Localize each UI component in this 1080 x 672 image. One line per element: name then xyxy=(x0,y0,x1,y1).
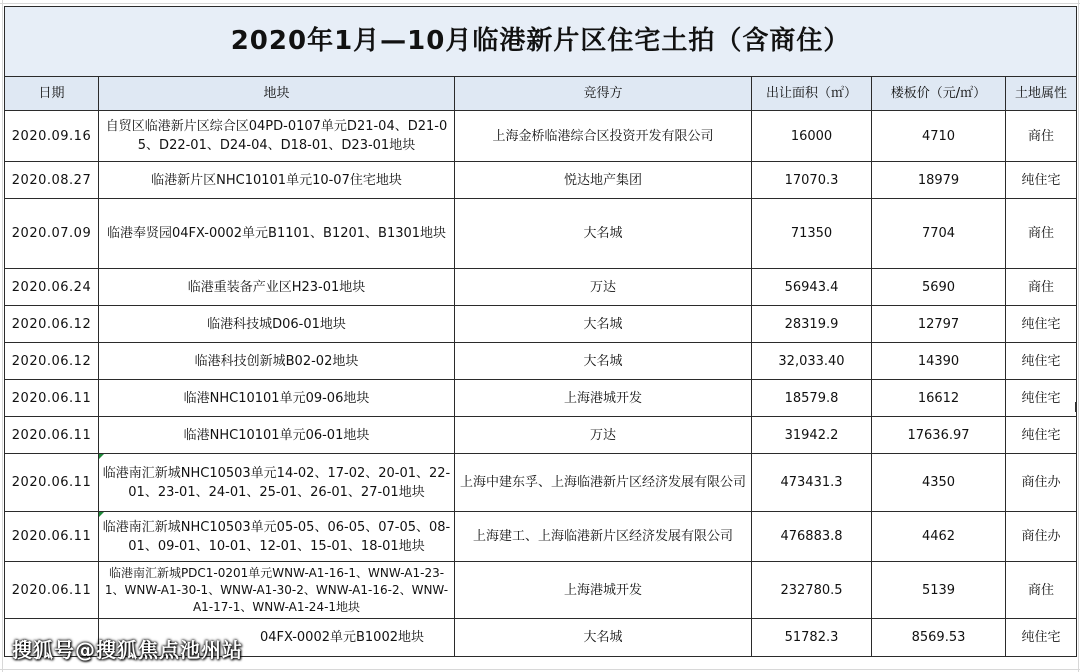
plot-cell[interactable]: 临港新片区NHC10101单元10-07住宅地块 xyxy=(99,162,455,199)
use-cell[interactable]: 商住 xyxy=(1006,269,1077,306)
table-row xyxy=(5,199,1077,269)
plot-cell[interactable]: 临港重装备产业区H23-01地块 xyxy=(99,269,455,306)
table-title: 2020年1月—10月临港新片区住宅土拍（含商住） xyxy=(5,7,1077,77)
winner-cell[interactable]: 万达 xyxy=(455,417,752,454)
price-cell[interactable]: 8569.53 xyxy=(872,619,1006,657)
plot-cell[interactable] xyxy=(99,512,455,562)
cell-edge-mark xyxy=(1075,402,1077,412)
date-cell[interactable]: 2020.06.11 xyxy=(5,512,99,562)
winner-cell[interactable]: 悦达地产集团 xyxy=(455,162,752,199)
area-cell[interactable]: 71350 xyxy=(752,199,872,269)
grid-line xyxy=(2,0,3,672)
table-row xyxy=(5,306,1077,343)
date-cell[interactable]: 2020.06.11 xyxy=(5,417,99,454)
winner-cell[interactable]: 上海中建东孚、上海临港新片区经济发展有限公司 xyxy=(455,454,752,512)
plot-cell[interactable]: 临港科技城D06-01地块 xyxy=(99,306,455,343)
use-cell[interactable]: 纯住宅 xyxy=(1006,619,1077,657)
table-row xyxy=(5,562,1077,619)
price-cell[interactable]: 7704 xyxy=(872,199,1006,269)
grid-line xyxy=(0,3,1080,4)
plot-cell[interactable]: 临港科技创新城B02-02地块 xyxy=(99,343,455,380)
price-cell[interactable]: 4710 xyxy=(872,111,1006,162)
date-cell[interactable]: 2020.09.16 xyxy=(5,111,99,162)
header-area[interactable]: 出让面积（㎡） xyxy=(752,77,872,111)
use-cell[interactable]: 纯住宅 xyxy=(1006,306,1077,343)
price-cell[interactable]: 18979 xyxy=(872,162,1006,199)
land-auction-table xyxy=(4,6,1077,657)
date-cell[interactable]: 2020.06.12 xyxy=(5,343,99,380)
use-cell[interactable]: 商住 xyxy=(1006,111,1077,162)
area-cell[interactable]: 473431.3 xyxy=(752,454,872,512)
winner-cell[interactable]: 大名城 xyxy=(455,199,752,269)
area-cell[interactable]: 32,033.40 xyxy=(752,343,872,380)
plot-cell[interactable]: 04FX-0002单元B1002地块 xyxy=(99,619,455,657)
table-row xyxy=(5,454,1077,512)
use-cell[interactable]: 纯住宅 xyxy=(1006,417,1077,454)
winner-cell[interactable]: 大名城 xyxy=(455,343,752,380)
plot-text: 临港南汇新城NHC10503单元05-05、06-05、07-05、08-01、09-01、10-01、12-01、15-01、18-01地块 xyxy=(102,519,451,554)
plot-cell[interactable]: 自贸区临港新片区综合区04PD-0107单元D21-04、D21-05、D22-01、D24-04、D18-01、D23-01地块 xyxy=(99,111,455,162)
header-row xyxy=(5,77,1077,111)
area-cell[interactable]: 18579.8 xyxy=(752,380,872,417)
price-cell[interactable]: 17636.97 xyxy=(872,417,1006,454)
date-cell[interactable]: 2020.06.11 xyxy=(5,380,99,417)
plot-cell[interactable]: 临港南汇新城PDC1-0201单元WNW-A1-16-1、WNW-A1-23-1、WNW-A1-30-1、WNW-A1-30-2、WNW-A1-16-2、WNW-A1-17-1、WNW-A1-24-1地块 xyxy=(99,562,455,619)
plot-cell[interactable]: 临港NHC10101单元09-06地块 xyxy=(99,380,455,417)
winner-cell[interactable]: 上海港城开发 xyxy=(455,380,752,417)
area-cell[interactable]: 16000 xyxy=(752,111,872,162)
table-row xyxy=(5,512,1077,562)
date-cell[interactable]: 2020.06.12 xyxy=(5,306,99,343)
table-row xyxy=(5,380,1077,417)
header-use[interactable]: 土地属性 xyxy=(1006,77,1077,111)
cell-comment-marker xyxy=(99,512,104,517)
area-cell[interactable]: 28319.9 xyxy=(752,306,872,343)
use-cell[interactable]: 纯住宅 xyxy=(1006,380,1077,417)
plot-cell[interactable] xyxy=(99,454,455,512)
table-row xyxy=(5,111,1077,162)
area-cell[interactable]: 51782.3 xyxy=(752,619,872,657)
plot-cell[interactable]: 临港奉贤园04FX-0002单元B1101、B1201、B1301地块 xyxy=(99,199,455,269)
date-cell[interactable]: 2020.06.11 xyxy=(5,454,99,512)
price-cell[interactable]: 4462 xyxy=(872,512,1006,562)
winner-cell[interactable]: 上海港城开发 xyxy=(455,562,752,619)
area-cell[interactable]: 56943.4 xyxy=(752,269,872,306)
area-cell[interactable]: 17070.3 xyxy=(752,162,872,199)
area-cell[interactable]: 31942.2 xyxy=(752,417,872,454)
date-cell[interactable]: 2020.07.09 xyxy=(5,199,99,269)
price-cell[interactable]: 5139 xyxy=(872,562,1006,619)
table-row xyxy=(5,269,1077,306)
winner-cell[interactable]: 上海建工、上海临港新片区经济发展有限公司 xyxy=(455,512,752,562)
header-price[interactable]: 楼板价（元/㎡） xyxy=(872,77,1006,111)
price-cell[interactable]: 5690 xyxy=(872,269,1006,306)
cell-comment-marker xyxy=(99,454,104,459)
header-winner[interactable]: 竞得方 xyxy=(455,77,752,111)
price-cell[interactable]: 4350 xyxy=(872,454,1006,512)
price-cell[interactable]: 14390 xyxy=(872,343,1006,380)
use-cell[interactable]: 纯住宅 xyxy=(1006,162,1077,199)
plot-text: 临港南汇新城NHC10503单元14-02、17-02、20-01、22-01、23-01、24-01、25-01、26-01、27-01地块 xyxy=(102,465,451,500)
date-cell[interactable]: 2020.06.24 xyxy=(5,269,99,306)
header-date[interactable]: 日期 xyxy=(5,77,99,111)
price-cell[interactable]: 16612 xyxy=(872,380,1006,417)
winner-cell[interactable]: 大名城 xyxy=(455,306,752,343)
grid-line xyxy=(1078,0,1079,672)
winner-cell[interactable]: 上海金桥临港综合区投资开发有限公司 xyxy=(455,111,752,162)
use-cell[interactable]: 商住办 xyxy=(1006,512,1077,562)
use-cell[interactable]: 商住 xyxy=(1006,562,1077,619)
table-row xyxy=(5,417,1077,454)
table-row xyxy=(5,162,1077,199)
grid-line xyxy=(0,669,1080,670)
use-cell[interactable]: 商住办 xyxy=(1006,454,1077,512)
date-cell[interactable]: 2020.08.27 xyxy=(5,162,99,199)
watermark-text: 搜狐号@搜狐焦点池州站 xyxy=(12,638,243,662)
winner-cell[interactable]: 万达 xyxy=(455,269,752,306)
use-cell[interactable]: 纯住宅 xyxy=(1006,343,1077,380)
area-cell[interactable]: 476883.8 xyxy=(752,512,872,562)
area-cell[interactable]: 232780.5 xyxy=(752,562,872,619)
date-cell[interactable]: 2020.06.11 xyxy=(5,562,99,619)
price-cell[interactable]: 12797 xyxy=(872,306,1006,343)
table-row xyxy=(5,343,1077,380)
use-cell[interactable]: 商住 xyxy=(1006,199,1077,269)
title-row xyxy=(5,7,1077,77)
winner-cell[interactable]: 大名城 xyxy=(455,619,752,657)
header-plot[interactable]: 地块 xyxy=(99,77,455,111)
plot-cell[interactable]: 临港NHC10101单元06-01地块 xyxy=(99,417,455,454)
